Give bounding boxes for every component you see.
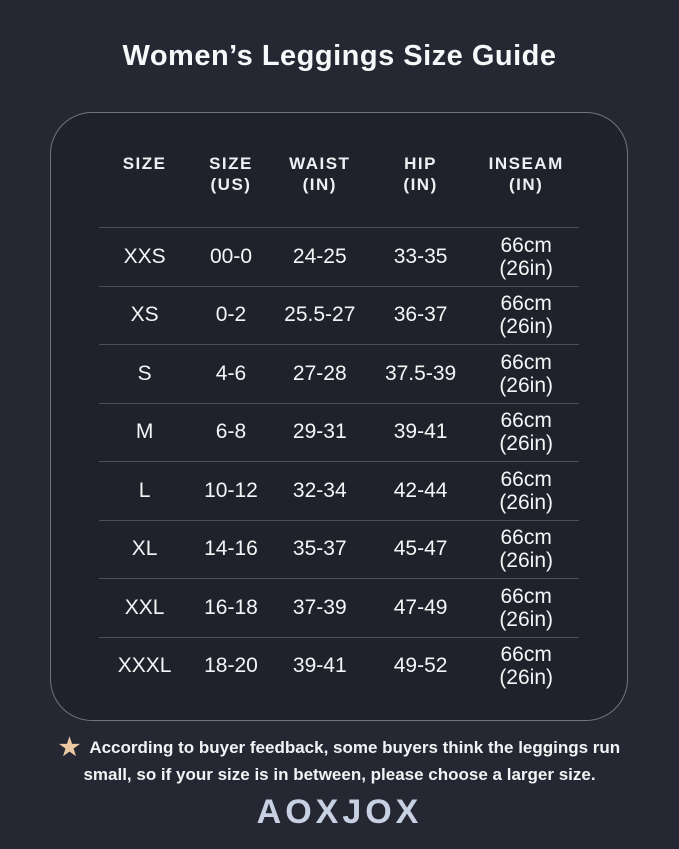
size-table xyxy=(99,153,579,695)
column-header-hip: HIP (IN) xyxy=(403,154,438,194)
size-label: L xyxy=(138,478,151,502)
waist-value: 37-39 xyxy=(292,595,347,619)
size-us-value: 00-0 xyxy=(209,244,252,268)
brand-logo: AOXJOX xyxy=(256,793,423,831)
size-label: XXXL xyxy=(117,654,172,678)
table-row-xxs xyxy=(99,227,579,286)
table-row-xxxl xyxy=(99,637,579,696)
size-label: XXS xyxy=(123,244,166,268)
table-row-l xyxy=(99,461,579,520)
waist-value: 35-37 xyxy=(292,537,347,561)
hip-value: 39-41 xyxy=(393,420,448,444)
inseam-value: 66cm (26in) xyxy=(499,409,554,456)
waist-value: 39-41 xyxy=(292,654,347,678)
inseam-value: 66cm (26in) xyxy=(499,643,554,690)
size-us-value: 4-6 xyxy=(215,361,247,385)
inseam-value: 66cm (26in) xyxy=(499,467,554,514)
note-line-1: ★ According to buyer feedback, some buyers think the leggings run xyxy=(58,734,621,761)
note-line-2: small, so if your size is in between, please choose a larger size. xyxy=(83,765,596,784)
table-header-row xyxy=(99,153,579,227)
hip-value: 45-47 xyxy=(393,537,448,561)
waist-value: 24-25 xyxy=(292,244,347,268)
table-row-xxl xyxy=(99,578,579,637)
column-header-size: SIZE xyxy=(122,154,167,173)
page-title: Women’s Leggings Size Guide xyxy=(122,40,557,72)
size-us-value: 10-12 xyxy=(204,478,258,502)
star-icon: ★ xyxy=(58,734,81,761)
column-header-inseam: INSEAM (IN) xyxy=(488,154,564,194)
table-row-xl xyxy=(99,520,579,579)
waist-value: 32-34 xyxy=(292,478,347,502)
column-header-waist: WAIST (IN) xyxy=(289,154,351,194)
size-us-value: 6-8 xyxy=(215,420,247,444)
buyer-feedback-note xyxy=(0,734,679,788)
inseam-value: 66cm (26in) xyxy=(499,233,554,280)
waist-value: 25.5-27 xyxy=(284,303,356,327)
inseam-value: 66cm (26in) xyxy=(499,292,554,339)
inseam-value: 66cm (26in) xyxy=(499,350,554,397)
hip-value: 49-52 xyxy=(393,654,448,678)
size-us-value: 18-20 xyxy=(204,654,258,678)
size-label: S xyxy=(137,361,152,385)
size-label: XXL xyxy=(124,595,165,619)
inseam-value: 66cm (26in) xyxy=(499,584,554,631)
hip-value: 47-49 xyxy=(393,595,448,619)
size-us-value: 16-18 xyxy=(204,595,258,619)
waist-value: 29-31 xyxy=(292,420,347,444)
size-label: XS xyxy=(130,303,159,327)
size-guide-panel xyxy=(50,112,628,721)
hip-value: 42-44 xyxy=(393,478,448,502)
table-row-m xyxy=(99,403,579,462)
table-row-s xyxy=(99,344,579,403)
column-header-size-us: SIZE (US) xyxy=(209,154,253,194)
hip-value: 33-35 xyxy=(393,244,448,268)
size-label: XL xyxy=(131,537,158,561)
table-row-xs xyxy=(99,286,579,345)
size-us-value: 0-2 xyxy=(215,303,247,327)
inseam-value: 66cm (26in) xyxy=(499,526,554,573)
size-label: M xyxy=(135,420,154,444)
waist-value: 27-28 xyxy=(292,361,347,385)
size-us-value: 14-16 xyxy=(204,537,258,561)
hip-value: 37.5-39 xyxy=(384,361,457,385)
hip-value: 36-37 xyxy=(393,303,448,327)
